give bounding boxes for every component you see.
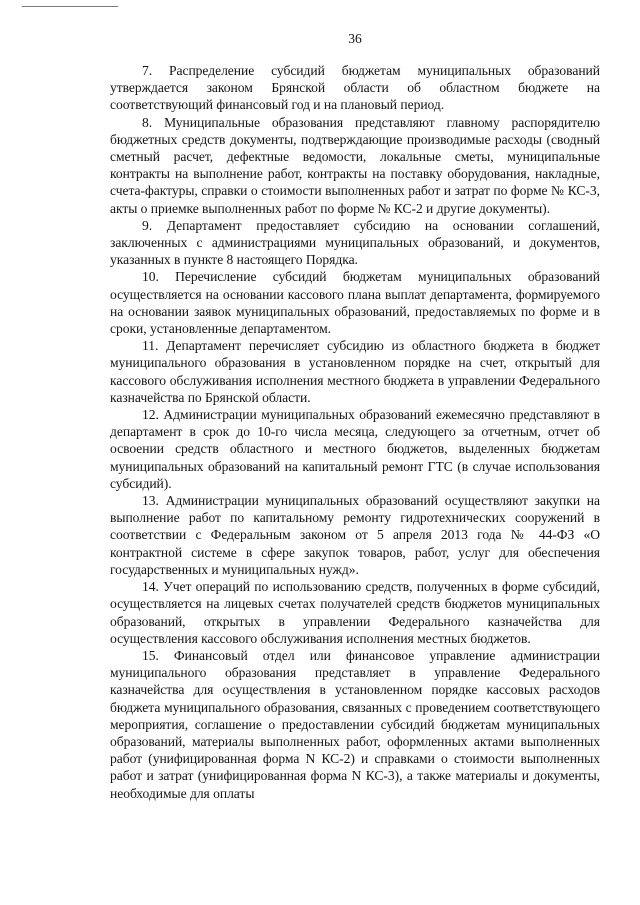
- top-edge-rule: [22, 6, 118, 7]
- paragraph-7: 7. Распределение субсидий бюджетам муниципальных образований утверждается законом Брянской области об областном бюджете на соответствующий финансовый год и на плановый период.: [110, 63, 600, 113]
- paragraph-12: 12. Администрации муниципальных образований ежемесячно представляют в департамент в срок до 10-го числа месяца, следующего за отчетным, отчет об освоении средств областного и местного бюджетов, выделенных бюджетам муниципальных образований на капитальный ремонт ГТС (в случае использования субсидий).: [110, 407, 600, 491]
- paragraph-13: 13. Администрации муниципальных образований осуществляют закупки на выполнение работ по капитальному ремонту гидротехнических сооружений в соответствии с Федеральным законом от 5 апреля 2013 года № 44-ФЗ «О контрактной системе в сфере закупок товаров, работ, услуг для обеспечения государственных и муниципальных нужд».: [110, 493, 600, 577]
- paragraph-9: 9. Департамент предоставляет субсидию на основании соглашений, заключенных с администрациями муниципальных образований, и документов, указанных в пункте 8 настоящего Порядка.: [110, 217, 600, 268]
- paragraph-14: 14. Учет операций по использованию средств, полученных в форме субсидий, осуществляется на лицевых счетах получателей средств бюджетов муниципальных образований, открытых в управлении Федерального казначейства для осуществления кассового обслуживания исполнения местных бюджетов.: [110, 579, 600, 646]
- paragraph-10: 10. Перечисление субсидий бюджетам муниципальных образований осуществляется на основании кассового плана выплат департамента, формируемого на основании заявок муниципальных образований, предоставляемых по форме и в сроки, установленные департаментом.: [110, 269, 600, 337]
- document-page: [110, 30, 600, 802]
- paragraph-8: 8. Муниципальные образования представляют главному распорядителю бюджетных средств документы, подтверждающие производимые расходы (сводный сметный расчет, дефектные ведомости, локальные сметы, муниципальные контракты на выполнение работ, контракты на поставку оборудования, накладные, счета-фактуры, справки о стоимости выполненных работ и затрат по форме № КС-3, акты о приемке выполненных работ по форме № КС-2 и другие документы).: [110, 114, 600, 216]
- paragraph-11: 11. Департамент перечисляет субсидию из областного бюджета в бюджет муниципального образования в установленном порядке на счет, открытый для кассового обслуживания исполнения местного бюджета в управлении Федерального казначейства по Брянской области.: [110, 338, 600, 405]
- page-number: 36: [348, 31, 362, 46]
- paragraph-15: 15. Финансовый отдел или финансовое управление администрации муниципального образования представляет в управление Федерального казначейства для осуществления в установленном порядке кассовых расходов бюджета муниципального образования, связанных с проведением соответствующего мероприятия, соглашение о предоставлении субсидий бюджетам муниципальных образований, материалы выполненных работ, оформленных актами выполненных работ (унифицированная форма N КС-2) и справками о стоимости выполненных работ и затрат (унифицированная форма N КС-3), а также материалы и документы, необходимые для оплаты: [110, 647, 600, 801]
